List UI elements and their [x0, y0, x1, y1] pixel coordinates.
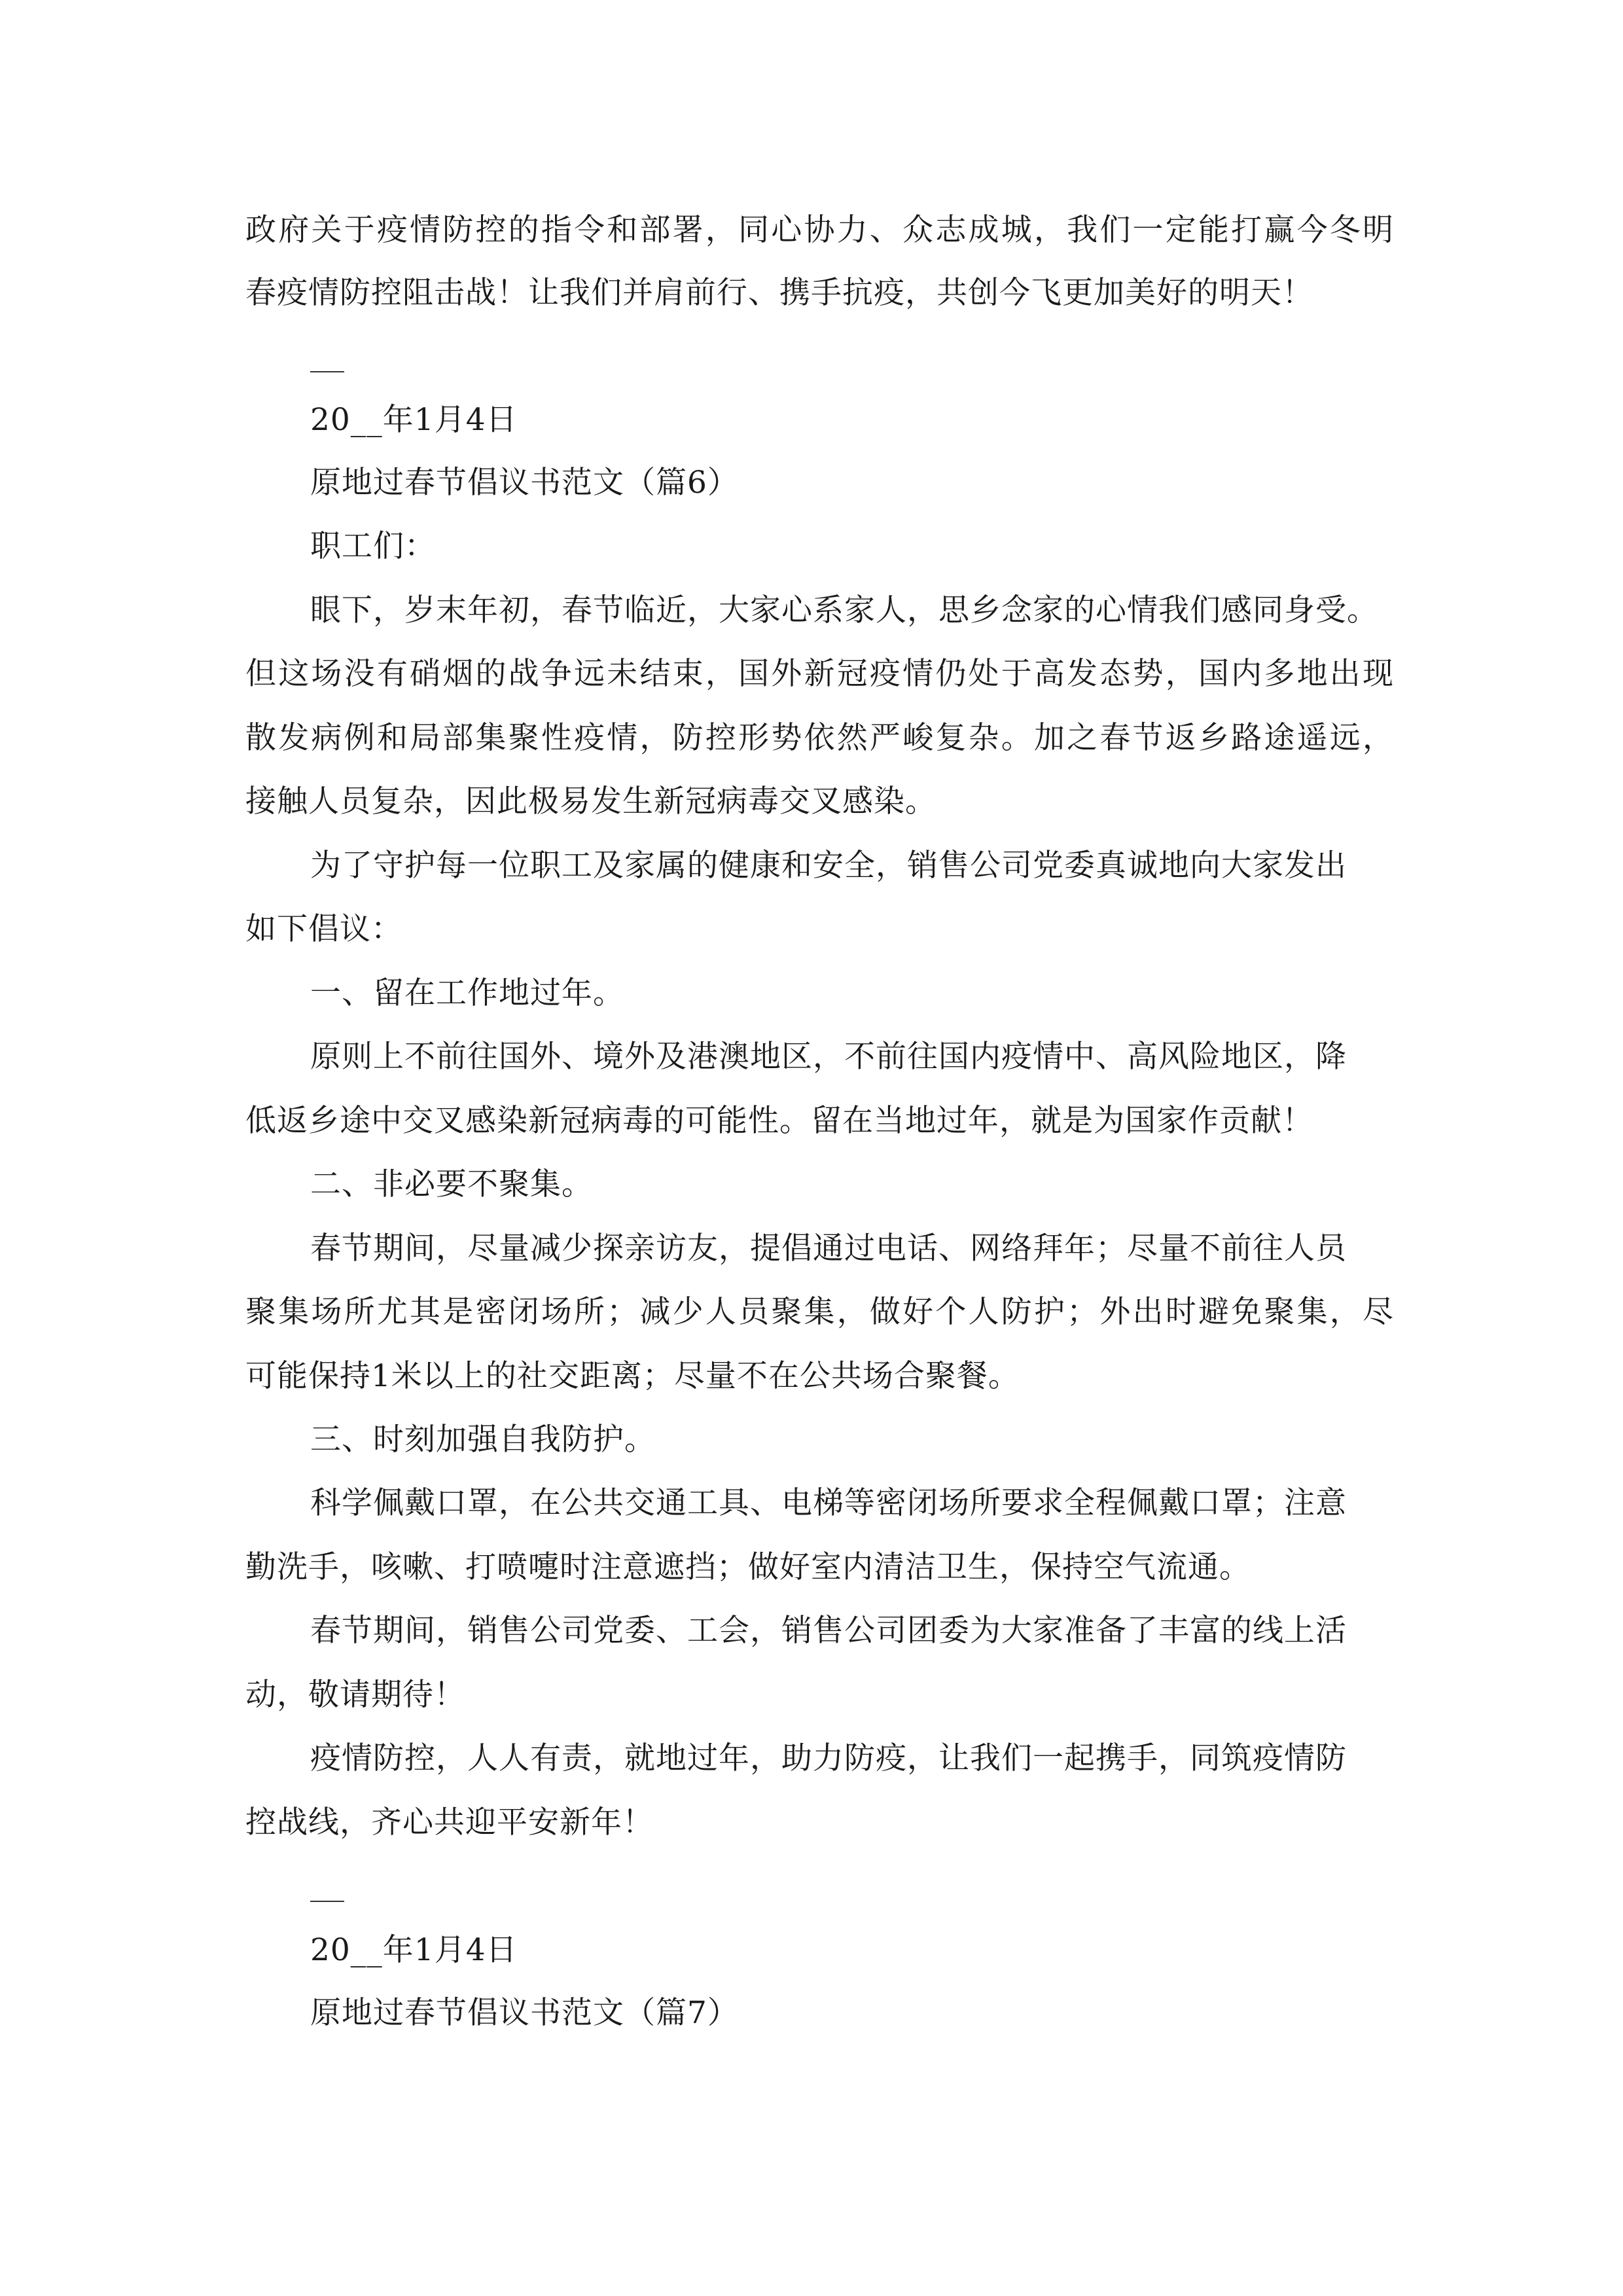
paragraph-1-line-1: 眼下，岁末年初，春节临近，大家心系家人，思乡念家的心情我们感同身受。 — [310, 592, 1378, 628]
paragraph-1-line-2: 但这场没有硝烟的战争远未结束，国外新冠疫情仍处于高发态势，国内多地出现 — [245, 656, 1394, 692]
section-title: 原地过春节倡议书范文（篇7） — [310, 1995, 739, 2031]
paragraph-1-line-3: 散发病例和局部集聚性疫情，防控形势依然严峻复杂。加之春节返乡路途遥远， — [245, 720, 1394, 756]
item-1-line-1: 原则上不前往国外、境外及港澳地区，不前往国内疫情中、高风险地区，降 — [310, 1039, 1347, 1075]
item-2-heading: 二、非必要不聚集。 — [310, 1166, 593, 1202]
item-1-line-2: 低返乡途中交叉感染新冠病毒的可能性。留在当地过年，就是为国家作贡献！ — [245, 1103, 1313, 1139]
paragraph-2-line-2: 如下倡议： — [245, 911, 402, 947]
section-title: 原地过春节倡议书范文（篇6） — [310, 465, 739, 501]
item-3-line-2: 勤洗手，咳嗽、打喷嚏时注意遮挡；做好室内清洁卫生，保持空气流通。 — [245, 1549, 1251, 1585]
item-2-line-1: 春节期间，尽量减少探亲访友，提倡通过电话、网络拜年；尽量不前往人员 — [310, 1230, 1347, 1266]
intro-line-2: 春疫情防控阻击战！让我们并肩前行、携手抗疫，共创今飞更加美好的明天！ — [245, 275, 1313, 311]
date-line: 20__年1月4日 — [310, 402, 518, 438]
date-line: 20__年1月4日 — [310, 1932, 518, 1968]
item-2-line-3: 可能保持1米以上的社交距离；尽量不在公共场合聚餐。 — [245, 1358, 1020, 1394]
signature-dash — [310, 1901, 344, 1902]
activities-line-2: 动，敬请期待！ — [245, 1677, 465, 1713]
paragraph-2-line-1: 为了守护每一位职工及家属的健康和安全，销售公司党委真诚地向大家发出 — [310, 848, 1347, 884]
item-2-line-2: 聚集场所尤其是密闭场所；减少人员聚集，做好个人防护；外出时避免聚集，尽 — [245, 1294, 1394, 1330]
item-3-line-1: 科学佩戴口罩，在公共交通工具、电梯等密闭场所要求全程佩戴口罩；注意 — [310, 1485, 1347, 1521]
item-3-heading: 三、时刻加强自我防护。 — [310, 1422, 656, 1458]
intro-line-1: 政府关于疫情防控的指令和部署，同心协力、众志成城，我们一定能打赢今冬明 — [245, 212, 1394, 248]
item-1-heading: 一、留在工作地过年。 — [310, 975, 624, 1011]
signature-dash — [310, 371, 344, 372]
greeting: 职工们： — [310, 528, 436, 564]
activities-line-1: 春节期间，销售公司党委、工会，销售公司团委为大家准备了丰富的线上活 — [310, 1613, 1347, 1649]
closing-line-1: 疫情防控，人人有责，就地过年，助力防疫，让我们一起携手，同筑疫情防 — [310, 1740, 1347, 1776]
paragraph-1-line-4: 接触人员复杂，因此极易发生新冠病毒交叉感染。 — [245, 783, 936, 819]
closing-line-2: 控战线，齐心共迎平安新年！ — [245, 1804, 654, 1840]
